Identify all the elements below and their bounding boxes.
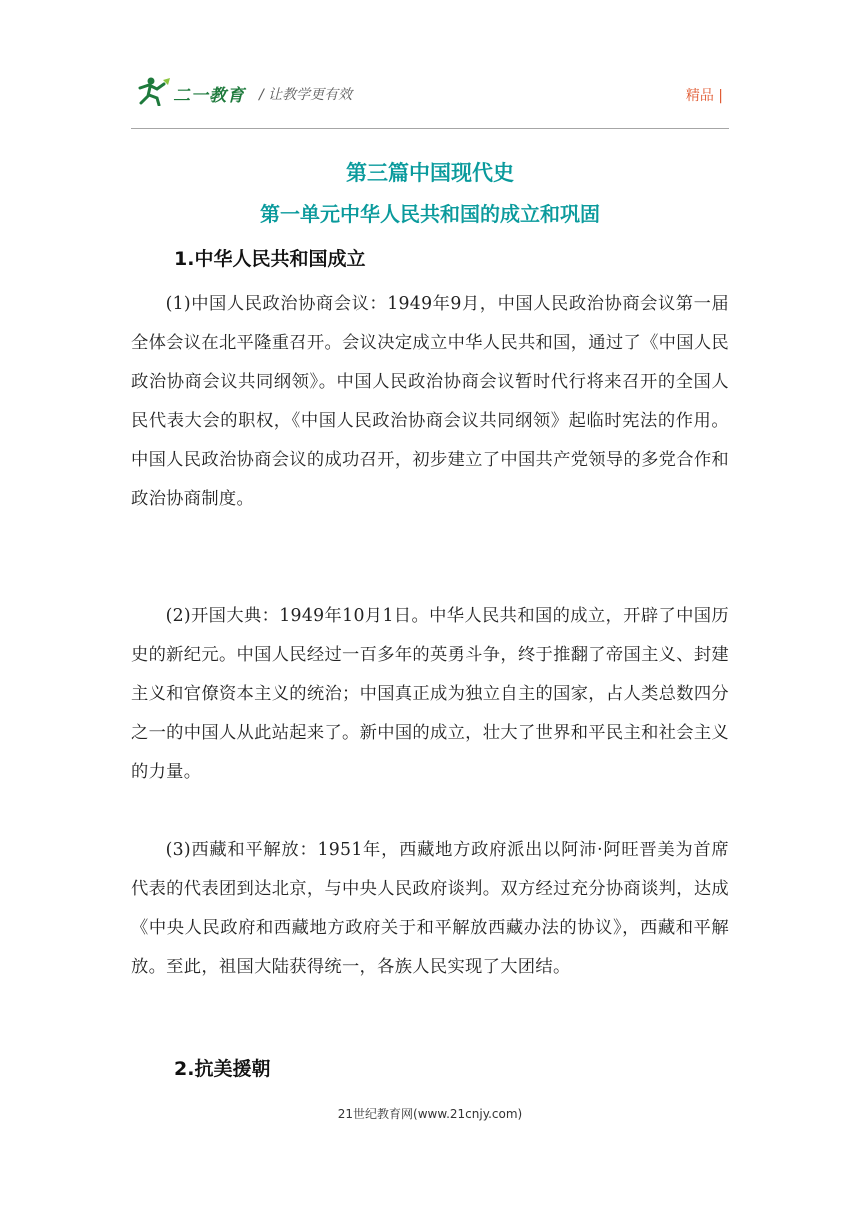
paragraph-1: (1)中国人民政治协商会议：1949年9月，中国人民政治协商会议第一届全体会议在北平隆重召开。会议决定成立中华人民共和国，通过了《中国人民政治协商会议共同纲领》。中国人民政治协商会议暂时代行将来召开的全国人民代表大会的职权，《中国人民政治协商会议共同纲领》起临时宪法的作用。中国人民政治协商会议的成功召开，初步建立了中国共产党领导的多党合作和政治协商制度。 [131, 294, 729, 509]
header-brand-label: 精品 | [685, 88, 723, 104]
logo-text: 二一教育 [173, 86, 245, 106]
paragraph-2: (2)开国大典：1949年10月1日。中华人民共和国的成立，开辟了中国历史的新纪元。中国人民经过一百多年的英勇斗争，终于推翻了帝国主义、封建主义和官僚资本主义的统治；中国真正成为独立自主的国家，占人类总数四分之一的中国人从此站起来了。新中国的成立，壮大了世界和平民主和社会主义的力量。 [131, 606, 729, 782]
page-header [131, 72, 729, 129]
document-title: 第三篇中国现代史 [346, 161, 514, 185]
paragraph-3: (3)西藏和平解放：1951年，西藏地方政府派出以阿沛·阿旺晋美为首席代表的代表团到达北京，与中央人民政府谈判。双方经过充分协商谈判，达成《中央人民政府和西藏地方政府关于和平解放西藏办法的协议》，西藏和平解放。至此，祖国大陆获得统一，各族人民实现了大团结。 [131, 840, 729, 977]
runner-logo-icon [137, 76, 173, 106]
section-heading-1: 1.中华人民共和国成立 [174, 248, 366, 270]
header-slogan: / 让教学更有效 [259, 87, 353, 103]
logo [137, 76, 249, 106]
page-footer: 21世纪教育网(www.21cnjy.com) [337, 1107, 523, 1121]
section-heading-2: 2.抗美援朝 [174, 1058, 271, 1080]
unit-title: 第一单元中华人民共和国的成立和巩固 [260, 202, 600, 226]
